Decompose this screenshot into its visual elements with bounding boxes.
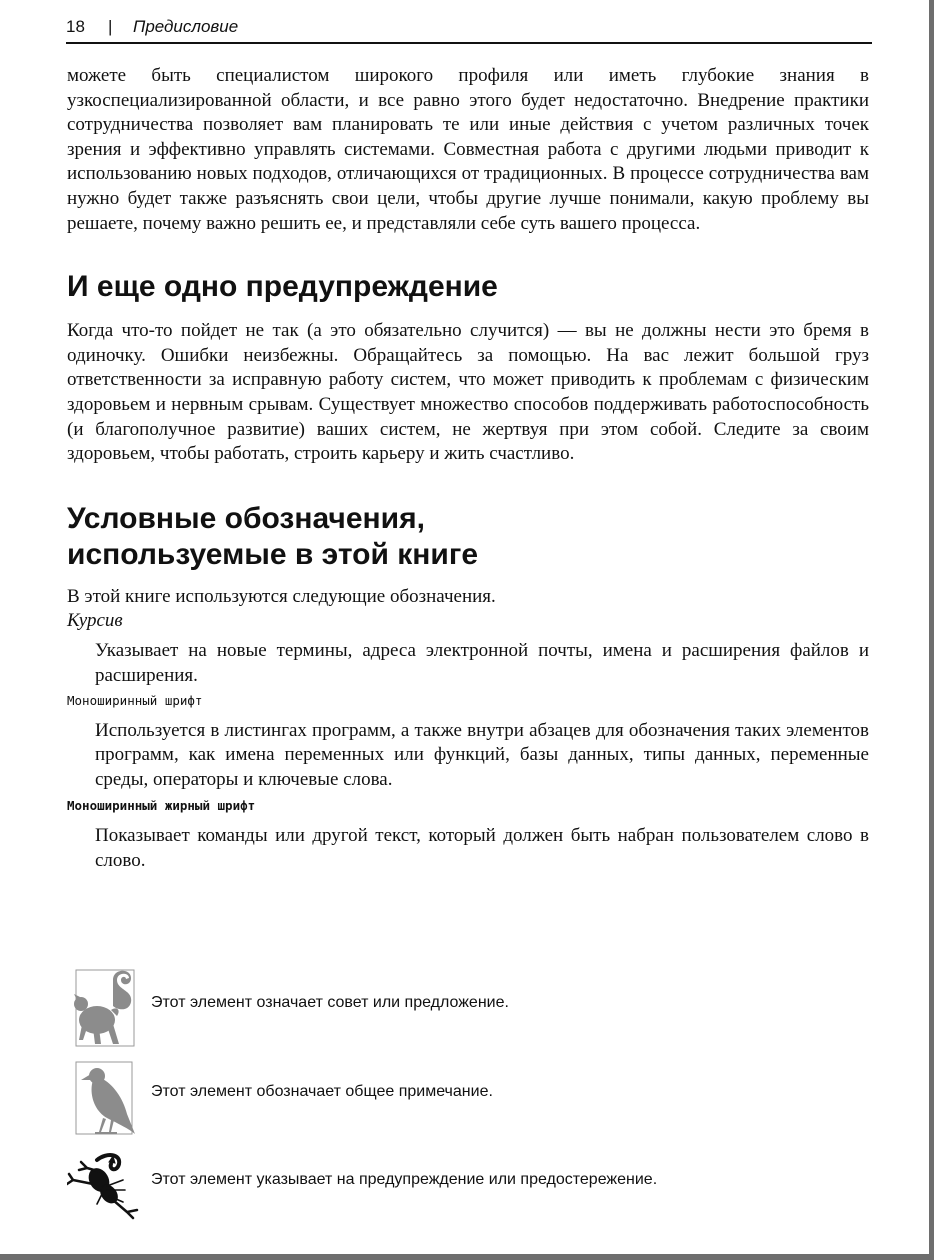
note-tip-text: Этот элемент означает совет или предложение. (151, 994, 509, 1011)
paragraph-warning: Когда что-то пойдет не так (а это обязательно случится) — вы не должны нести это бремя в одиночку. Ошибки неизбежны. Обращайтесь за помощью. На вас лежит большой груз ответственности за исправную работу систем, что может приводить к проблемам с физическим здоровьем и нервным срывам. Существует множество способов поддерживать работоспособность (и благополучное развитие) ваших систем, не жертвуя при этом собой. Следите за своим здоровьем, чтобы работать, строить карьеру и жить счастливо. (67, 320, 869, 465)
term-monospace: Моноширинный шрифт (67, 692, 203, 708)
heading-line-2: используемые в этой книге (67, 537, 479, 571)
section-heading-conventions (67, 501, 869, 573)
note-warning (67, 1150, 867, 1234)
paragraph-continuation: можете быть специалистом широкого профиля или иметь глубокие знания в узкоспециализированной области, и все равно этого будет недостаточно. Внедрение практики сотрудничества позволяет вам планировать те или иные действия с учетом различных точек зрения и эффективно управлять системами. Совместная работа с другими людьми приводит к использованию новых подходов, отличающихся от традиционных. В процессе сотрудничества вам нужно будет также разъяснять свои цели, чтобы другие лучше понимали, какую проблему вы решаете, почему важно решить ее, и представляли себе суть вашего процесса. (67, 65, 869, 234)
heading-line-1: Условные обозначения, (67, 501, 425, 535)
note-tip (67, 966, 867, 1050)
note-general (67, 1058, 867, 1142)
crow-icon (73, 1058, 139, 1140)
conventions-intro: В этой книге используются следующие обозначения. (67, 585, 496, 607)
page-number: 18 (66, 17, 85, 36)
term-italic-description: Указывает на новые термины, адреса электронной почты, имена и расширения файлов и расширения. (95, 640, 869, 686)
section-heading-warning: И еще одно предупреждение (67, 270, 498, 304)
term-monospace-description: Используется в листингах программ, а также внутри абзацев для обозначения таких элементов программ, как имена переменных или функций, базы данных, типы данных, переменные среды, операторы и ключевые слова. (95, 719, 869, 790)
chapter-title: Предисловие (133, 17, 239, 36)
term-definition-list (67, 609, 869, 873)
term-italic: Курсив (67, 610, 123, 632)
page-content (67, 64, 869, 873)
scorpion-icon (67, 1150, 147, 1220)
note-general-text: Этот элемент обозначает общее примечание. (151, 1083, 493, 1100)
term-monospace-bold-description: Показывает команды или другой текст, который должен быть набран пользователем слово в слово. (95, 825, 869, 871)
running-header (66, 14, 872, 44)
lemur-icon (73, 966, 139, 1048)
note-warning-text: Этот элемент указывает на предупреждение или предостережение. (151, 1171, 658, 1188)
term-monospace-bold: Моноширинный жирный шрифт (67, 798, 256, 814)
header-separator: | (108, 17, 113, 36)
